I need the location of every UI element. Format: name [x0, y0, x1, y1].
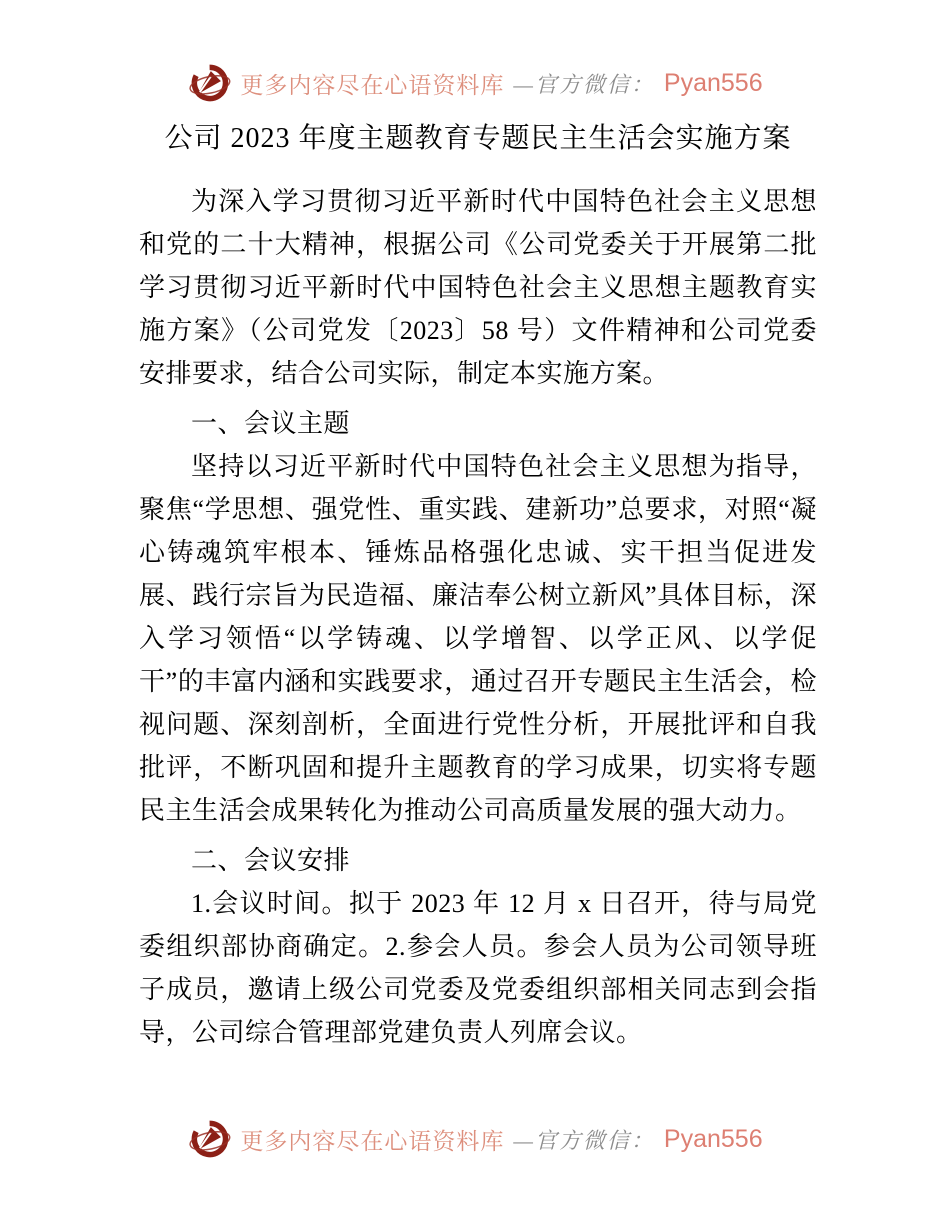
section-2-heading: 二、会议安排 — [191, 846, 351, 875]
header-watermark — [0, 58, 950, 108]
watermark-wechat-id: Pyan556 — [663, 1124, 763, 1153]
section-1-paragraph: 坚持以习近平新时代中国特色社会主义思想为指导，聚焦“学思想、强党性、重实践、建新功”总要求，对照“凝心铸魂筑牢根本、锤炼品格强化忠诚、实干担当促进发展、践行宗旨为民造福、廉洁奉公树立新风”具体目标，深入学习领悟“以学铸魂、以学增智、以学正风、以学促干”的丰富内涵和实践要求，通过召开专题民主生活会，检视问题、深刻剖析，全面进行党性分析，开展批评和自我批评，不断巩固和提升主题教育的学习成果，切实将专题民主生活会成果转化为推动公司高质量发展的强大动力。 — [139, 452, 817, 825]
footer-watermark — [0, 1114, 950, 1164]
section-2-paragraph: 1.会议时间。拟于 2023 年 12 月 x 日召开，待与局党委组织部协商确定。2.参会人员。参会人员为公司领导班子成员，邀请上级公司党委及党委组织部相关同志到会指导，公司综合管理部党建负责人列席会议。 — [139, 889, 817, 1047]
watermark-wechat-id: Pyan556 — [663, 68, 763, 97]
watermark-main-text: 更多内容尽在心语资料库 — [240, 72, 505, 98]
pen-nib-seal-icon — [187, 1114, 231, 1164]
document-content — [139, 118, 817, 1054]
section-1-heading: 一、会议主题 — [191, 409, 351, 438]
watermark-main-text: 更多内容尽在心语资料库 — [240, 1128, 505, 1154]
pen-nib-seal-icon — [187, 58, 231, 108]
watermark-wechat-label: —官方微信： — [513, 1127, 655, 1153]
watermark-wechat-label: —官方微信： — [513, 71, 655, 97]
intro-paragraph: 为深入学习贯彻习近平新时代中国特色社会主义思想和党的二十大精神，根据公司《公司党委关于开展第二批学习贯彻习近平新时代中国特色社会主义思想主题教育实施方案》（公司党发〔2023〕58 号）文件精神和公司党委安排要求，结合公司实际，制定本实施方案。 — [139, 187, 817, 388]
document-title: 公司 2023 年度主题教育专题民主生活会实施方案 — [164, 123, 792, 154]
